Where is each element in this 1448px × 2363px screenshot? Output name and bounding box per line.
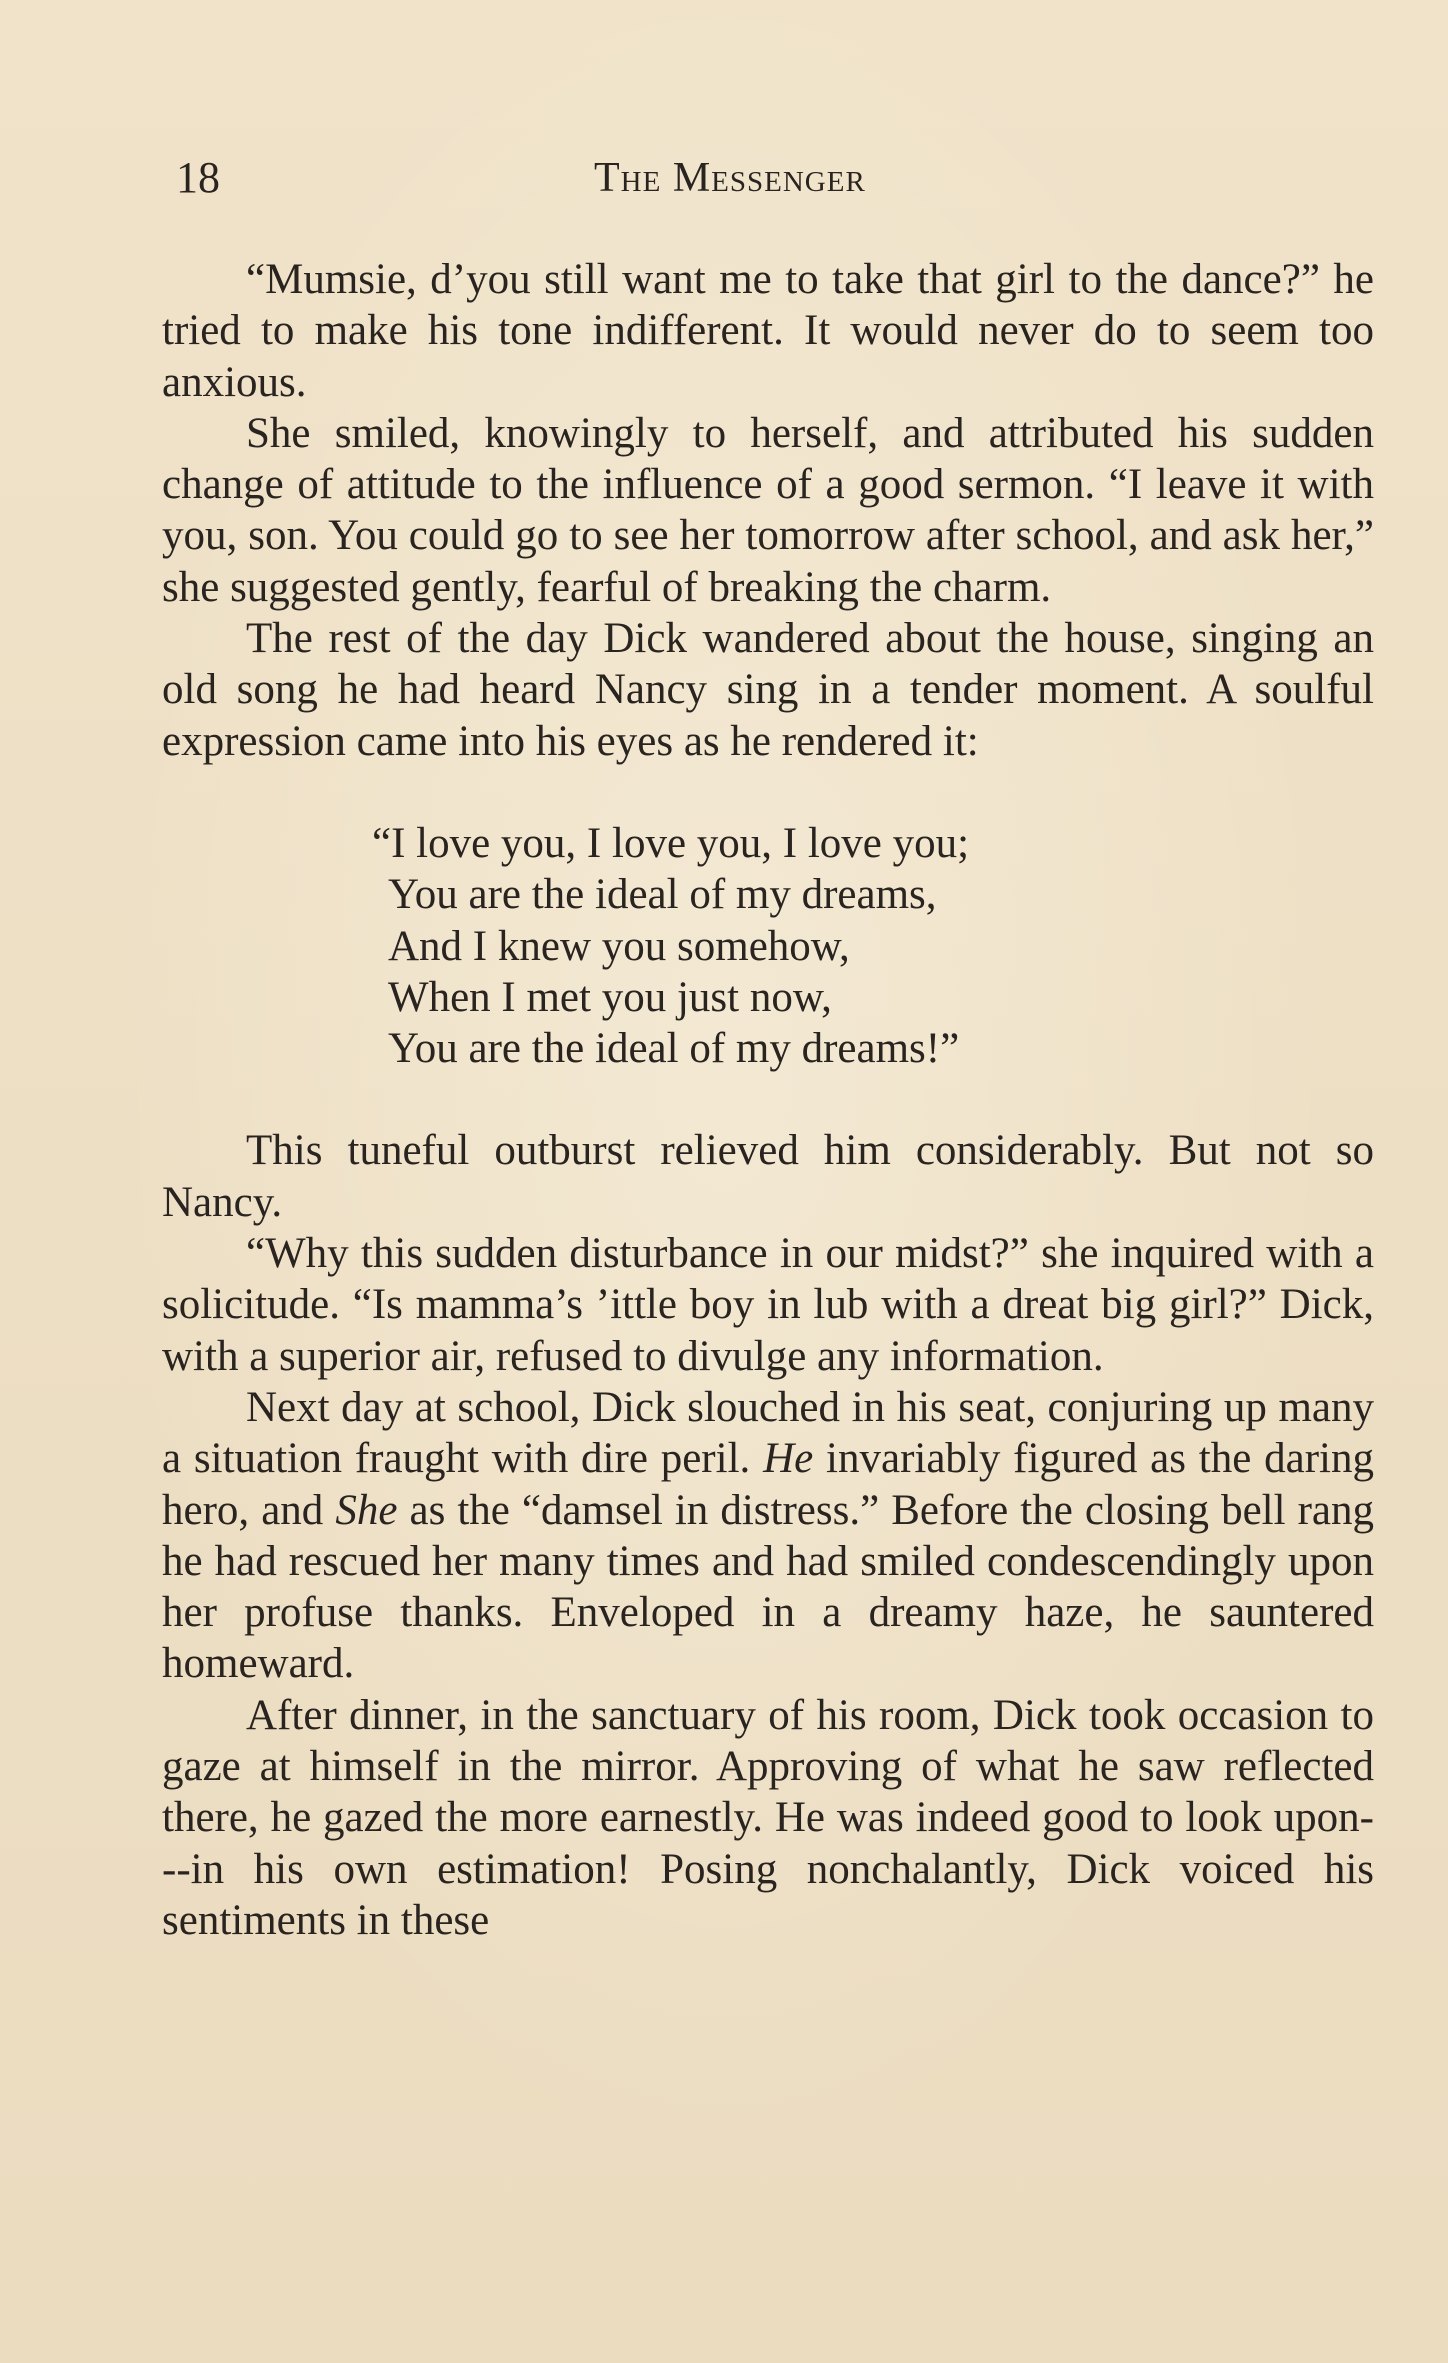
paragraph-text: as the “damsel in distress.” Before the closing bell rang he had rescued her many times and had smiled condescendingly upon her profuse thanks. Enveloped in a dreamy haze, he sauntered homeward. (162, 1486, 1375, 1688)
paragraph: “Mumsie, d’you still want me to take that girl to the dance?” he tried to make his tone indifferent. It would never do to seem too anxious. (162, 256, 1374, 406)
paragraph: After dinner, in the sanctuary of his room, Dick took occasion to gaze at himself in the mirror. Approving of what he saw reflected there, he gazed the more earnestly. He was indeed good to look upon---in his own estimation! Posing nonchalantly, Dick voiced his sentiments in these (162, 1691, 1374, 1944)
paragraph: “Why this sudden disturbance in our midst?” she inquired with a solicitude. “Is mamma’s ’ittle boy in lub with a dreat big girl?” Dick, with a superior air, refused to divulge any information. (162, 1230, 1374, 1380)
paragraph-text: Next day at school, Dick slouched in his seat, conjuring up many a situation fraught with dire peril. (162, 1383, 1374, 1483)
page-number: 18 (176, 153, 220, 202)
paragraph: The rest of the day Dick wandered about the house, singing an old song he had heard Nancy sing in a tender moment. A soulful expression came into his eyes as he rendered it: (162, 615, 1374, 765)
body-text (162, 254, 1374, 1946)
verse-line: “I love you, I love you, I love you; (372, 819, 970, 867)
italic-he: He (763, 1435, 814, 1483)
running-title: The Messenger (594, 155, 866, 201)
page-header (176, 148, 1376, 208)
paragraph: This tuneful outburst relieved him considerably. But not so Nancy. (162, 1127, 1374, 1226)
song-verse (162, 818, 1374, 1074)
paragraph (162, 1382, 1374, 1690)
verse-line: You are the ideal of my dreams!” (388, 1025, 960, 1073)
paragraph-text: invariably figured as the daring hero, and (162, 1435, 1374, 1534)
paragraph: She smiled, knowingly to herself, and attributed his sudden change of attitude to the influence of a good sermon. “I leave it with you, son. You could go to see her tomorrow after school, and ask her,” she suggested gently, fearful of breaking the charm. (162, 409, 1374, 611)
verse-line: And I knew you somehow, (388, 922, 850, 970)
italic-she: She (335, 1486, 398, 1534)
verse-line: You are the ideal of my dreams, (388, 871, 937, 919)
verse-line: When I met you just now, (388, 973, 832, 1021)
